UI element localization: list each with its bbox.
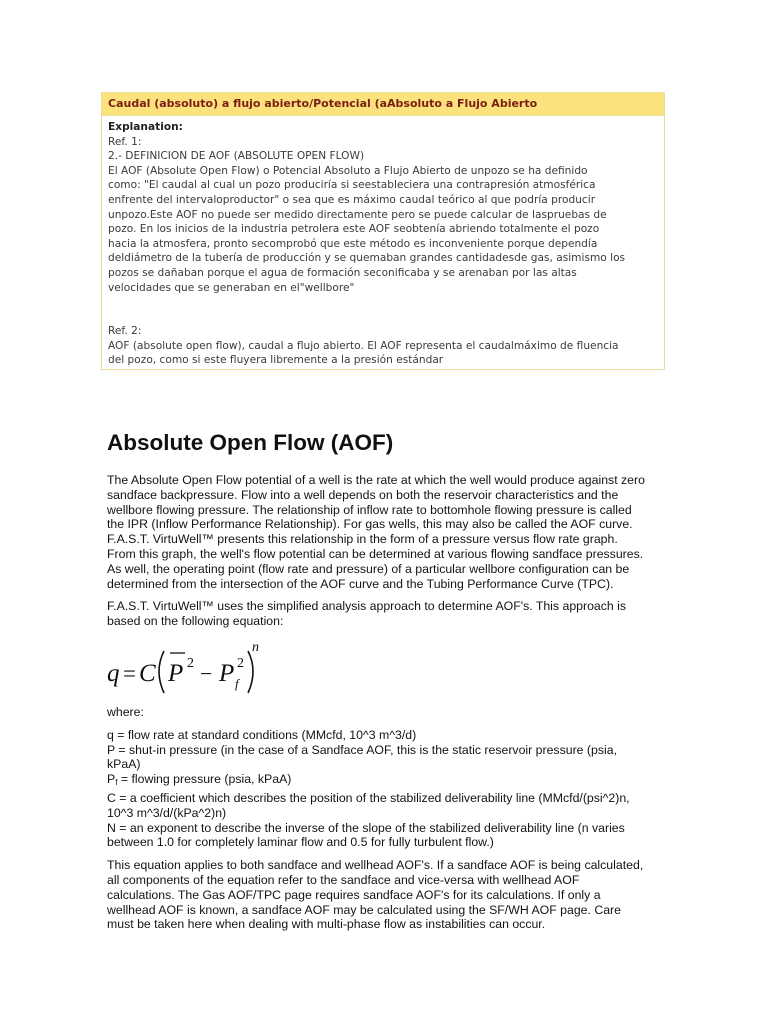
paragraph-line: all components of the equation refer to the sandface and vice-versa with wellhead AOF [107,872,580,887]
page-title: Absolute Open Flow (AOF) [107,430,394,455]
def-p: P = shut-in pressure (in the case of a Sandface AOF, this is the static reservoir pressure (psia, [107,742,617,757]
def-pf-symbol: P [107,772,116,787]
aof-equation [106,637,266,699]
def-pf [107,772,662,791]
ref1-line: deldiámetro de la tubería de producción y se quemaban grandes cantidadesde gas, asimismo los [108,252,626,265]
glossary-box [101,92,665,370]
ref1-line: unpozo.Este AOF no puede ser medido directamente pero se puede calcular de laspruebas de [108,208,607,221]
eq-exp-2a: 2 [187,655,194,671]
eq-exp-n: n [252,639,259,655]
def-n-cont: between 1.0 for completely laminar flow and 0.5 for fully turbulent flow.) [107,835,494,850]
eq-equals: = [123,660,136,686]
paragraph-line: The Absolute Open Flow potential of a well is the rate at which the well would produce against zero [107,473,645,487]
def-c-cont: 10^3 m^3/d/(kPa^2)n) [107,805,227,820]
ref1-label: Ref. 1: [108,135,142,148]
paragraph-line: based on the following equation: [107,614,284,629]
def-pf-subscript: f [115,778,118,788]
eq-f-sub: f [235,675,239,691]
def-p-cont: kPaA) [107,757,141,772]
eq-exp-2b: 2 [237,655,244,671]
glossary-title: Caudal (absoluto) a flujo abierto/Potencial (aAbsoluto a Flujo Abierto [102,93,664,116]
eq-C: C [139,659,156,687]
explanation-label: Explanation: [108,121,183,133]
ref2-line: AOF (absolute open flow), caudal a flujo abierto. El AOF representa el caudalmáximo de fluencia [108,339,619,352]
paragraph-line: must be taken here when dealing with multi-phase flow as instabilities can occur. [107,917,546,932]
def-pf-text: = flowing pressure (psia, kPaA) [117,772,292,787]
glossary-body [102,116,664,368]
definitions-list [107,728,662,850]
eq-P: P [168,659,184,687]
ref2-line: del pozo, como si este fluyera libremente a la presión estándar [108,354,444,367]
ref1-line: enfrente del intervaloproductor" o sea que es máximo caudal teórico al que podría producir [108,193,596,206]
ref1-line: El AOF (Absolute Open Flow) o Potencial Absoluto a Flujo Abierto de unpozo se ha definido [108,164,588,177]
paragraph-line: wellhead AOF is known, a sandface AOF may be calculated using the SF/WH AOF page. Care [107,902,621,917]
eq-q: q [107,659,120,687]
ref1-text [108,149,658,295]
eq-minus: − [200,660,213,686]
ref2-text [108,339,658,368]
paragraph-line: sandface backpressure. Flow into a well depends on both the reservoir characteristics and the [107,487,619,502]
ref1-line: pozo. En los inicios de la industria petrolera este AOF seobtenía abriendo totalmente el pozo [108,223,600,236]
paragraph-line: As well, the operating point (flow rate and pressure) of a particular wellbore configuration can be [107,561,630,576]
ref1-line: hacia la atmosfera, pronto secomprobó que este método es inconveniente porque dependía [108,237,598,250]
def-n: N = an exponent to describe the inverse of the slope of the stabilized deliverability line (n varies [107,820,625,835]
ref1-line: pozos se dañaban porque el agua de formación seconificaba y se arenaban por las altas [108,266,577,279]
paragraph-line: wellbore flowing pressure. The relationship of inflow rate to bottomhole flowing pressure is called [107,502,632,517]
where-text: where: [107,704,144,719]
approach-paragraph [107,599,662,629]
intro-paragraph [107,473,662,591]
ref2-label: Ref. 2: [108,325,142,338]
ref1-line: 2.- DEFINICION DE AOF (ABSOLUTE OPEN FLOW) [108,150,365,163]
paragraph-line: This equation applies to both sandface and wellhead AOF's. If a sandface AOF is being calculated, [107,858,644,873]
left-paren [159,651,164,693]
right-paren [248,651,253,693]
article [107,428,662,940]
ref1-line: velocidades que se generaban en el"wellbore" [108,281,355,294]
paragraph-line: From this graph, the well's flow potential can be determined at various flowing sandface pressures. [107,546,644,561]
def-c: C = a coefficient which describes the position of the stabilized deliverability line (MMcfd/(psi^2)n, [107,790,630,805]
where-label [107,705,662,720]
equation-graphic [106,637,266,699]
paragraph-line: calculations. The Gas AOF/TPC page requires sandface AOF's for its calculations. If only a [107,887,601,902]
paragraph-line: F.A.S.T. VirtuWell™ presents this relationship in the form of a pressure versus flow rate graph. [107,532,618,547]
paragraph-line: F.A.S.T. VirtuWell™ uses the simplified analysis approach to determine AOF's. This approach is [107,599,627,614]
paragraph-line: the IPR (Inflow Performance Relationship). For gas wells, this may also be called the AOF curve. [107,517,633,532]
applies-paragraph [107,858,662,932]
paragraph-line: determined from the intersection of the AOF curve and the Tubing Performance Curve (TPC). [107,576,614,591]
def-q: q = flow rate at standard conditions (MMcfd, 10^3 m^3/d) [107,727,417,742]
eq-Pf: P [219,659,235,687]
ref1-line: como: "El caudal al cual un pozo produciría si seestableciera una contrapresión atmosférica [108,179,596,192]
